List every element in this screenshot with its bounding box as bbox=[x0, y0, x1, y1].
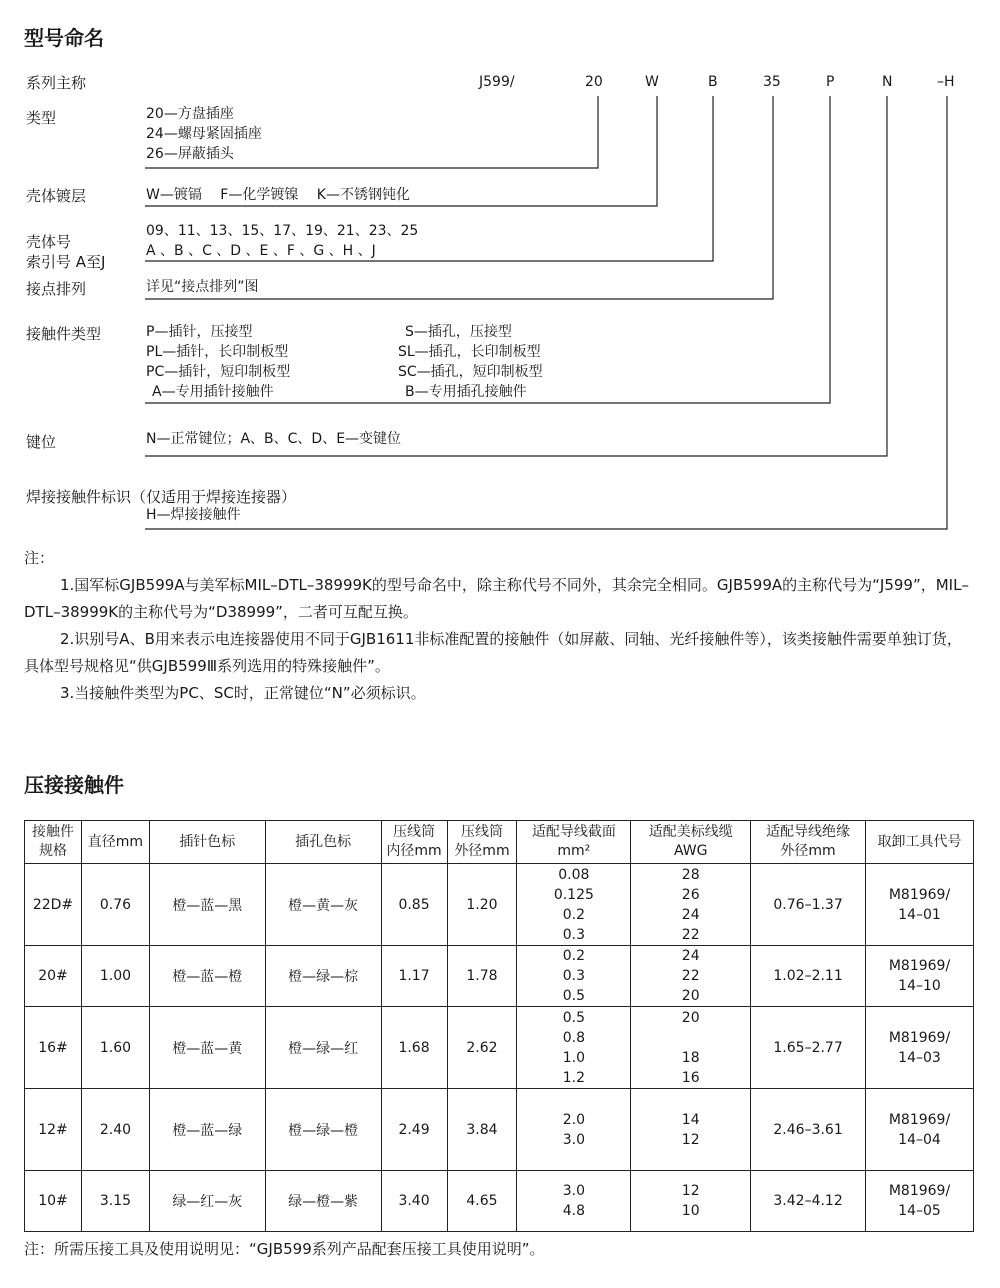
code-series: J599/ bbox=[479, 74, 515, 90]
cell-awg bbox=[631, 946, 751, 1007]
notes-block bbox=[24, 545, 976, 707]
cell-insulation: 3.42–4.12 bbox=[751, 1171, 866, 1232]
cell-insulation: 0.76–1.37 bbox=[751, 864, 866, 946]
cell-awg-line bbox=[631, 1028, 750, 1048]
key-label: 键位 bbox=[26, 433, 57, 451]
cell-awg bbox=[631, 1007, 751, 1089]
cell-wire-section-line: 0.2 bbox=[562, 948, 585, 964]
code-type: 20 bbox=[585, 74, 603, 90]
solder-label: 焊接接触件标识（仅适用于焊接连接器） bbox=[26, 488, 297, 506]
cell-tool bbox=[866, 864, 974, 946]
cell-diameter: 1.60 bbox=[81, 1007, 149, 1089]
col-header: 取卸工具代号 bbox=[866, 821, 974, 864]
cell-socket-color: 橙—绿—棕 bbox=[265, 946, 381, 1007]
contact-pin-line: PL—插针，长印制板型 bbox=[146, 344, 289, 360]
cell-outer-diameter: 1.78 bbox=[447, 946, 517, 1007]
table-header-row bbox=[25, 821, 974, 864]
cell-awg-line: 12 bbox=[681, 1183, 700, 1199]
cell-size: 10# bbox=[25, 1171, 82, 1232]
cell-insulation: 2.46–3.61 bbox=[751, 1089, 866, 1171]
contact-socket-line: S—插孔，压接型 bbox=[405, 324, 512, 340]
cell-wire-section bbox=[517, 946, 631, 1007]
cell-insulation: 1.02–2.11 bbox=[751, 946, 866, 1007]
cell-tool-line: 14–01 bbox=[898, 906, 941, 923]
table-row bbox=[25, 1007, 974, 1089]
cell-wire-section-line: 0.8 bbox=[562, 1029, 585, 1046]
cell-inner-diameter: 2.49 bbox=[381, 1089, 447, 1171]
cell-tool-line: M81969/ bbox=[888, 886, 951, 903]
cell-socket-color: 绿—橙—紫 bbox=[265, 1171, 381, 1232]
cell-wire-section-line: 0.08 bbox=[558, 866, 590, 883]
cell-diameter: 0.76 bbox=[81, 864, 149, 946]
shell-sizes: 09、11、13、15、17、19、21、23、25 bbox=[146, 223, 419, 239]
naming-connector-lines bbox=[0, 0, 1000, 540]
cell-wire-section-line: 3.0 bbox=[562, 1183, 585, 1199]
cell-awg bbox=[631, 864, 751, 946]
cell-awg-line: 18 bbox=[681, 1049, 700, 1066]
code-arrangement: 35 bbox=[763, 74, 781, 90]
cell-pin-color: 橙—蓝—黄 bbox=[149, 1007, 265, 1089]
cell-tool-line: 14–04 bbox=[898, 1131, 941, 1148]
cell-awg-line: 24 bbox=[681, 948, 700, 964]
cell-socket-color: 橙—绿—红 bbox=[265, 1007, 381, 1089]
cell-wire-section-line: 0.125 bbox=[553, 886, 594, 903]
note-item: 3.当接触件类型为PC、SC时，正常键位“N”必须标识。 bbox=[60, 684, 426, 702]
cell-outer-diameter: 3.84 bbox=[447, 1089, 517, 1171]
type-label: 类型 bbox=[26, 109, 57, 127]
cell-awg-line: 26 bbox=[681, 886, 700, 903]
note-item: 1.国军标GJB599A与美军标MIL–DTL–38999K的型号命名中，除主称代号不同外，其余完全相同。GJB599A的主称代号为“J599”，MIL–DTL–38999K的主称代号为“D38999”，二者可互配互换。 bbox=[24, 576, 969, 621]
col-header: 插针色标 bbox=[149, 821, 265, 864]
cell-awg-line: 28 bbox=[681, 866, 700, 883]
table-row bbox=[25, 1171, 974, 1232]
cell-wire-section-line: 1.2 bbox=[562, 1069, 585, 1086]
plating-text: W—镀镉 F—化学镀镍 K—不锈钢钝化 bbox=[146, 187, 410, 203]
type-line: 20—方盘插座 bbox=[146, 106, 234, 122]
cell-inner-diameter: 0.85 bbox=[381, 864, 447, 946]
solder-text: H—焊接接触件 bbox=[146, 507, 241, 523]
cell-outer-diameter: 2.62 bbox=[447, 1007, 517, 1089]
cell-outer-diameter: 4.65 bbox=[447, 1171, 517, 1232]
col-header: 适配导线绝缘 外径mm bbox=[751, 821, 866, 864]
cell-outer-diameter: 1.20 bbox=[447, 864, 517, 946]
contact-type-sockets bbox=[398, 322, 543, 402]
cell-tool bbox=[866, 1007, 974, 1089]
cell-inner-diameter: 3.40 bbox=[381, 1171, 447, 1232]
cell-tool-line: 14–05 bbox=[898, 1203, 941, 1219]
cell-wire-section bbox=[517, 1089, 631, 1171]
cell-tool bbox=[866, 946, 974, 1007]
cell-socket-color: 橙—黄—灰 bbox=[265, 864, 381, 946]
cell-awg-line: 22 bbox=[681, 926, 700, 943]
cell-wire-section-line: 0.3 bbox=[562, 968, 585, 984]
cell-awg-line: 16 bbox=[681, 1069, 700, 1086]
cell-wire-section bbox=[517, 1171, 631, 1232]
cell-tool bbox=[866, 1171, 974, 1232]
cell-socket-color: 橙—绿—橙 bbox=[265, 1089, 381, 1171]
contact-socket-line: B—专用插孔接触件 bbox=[405, 384, 527, 400]
contact-pin-line: PC—插针，短印制板型 bbox=[146, 364, 291, 380]
cell-wire-section-line: 0.3 bbox=[562, 926, 585, 943]
cell-wire-section-line: 2.0 bbox=[562, 1111, 585, 1128]
code-key: N bbox=[882, 74, 893, 90]
cell-awg-line: 12 bbox=[681, 1131, 700, 1148]
cell-awg bbox=[631, 1171, 751, 1232]
cell-tool-line: M81969/ bbox=[888, 958, 951, 974]
cell-awg-line: 22 bbox=[681, 968, 700, 984]
contact-type-pins bbox=[146, 322, 290, 402]
col-header: 插孔色标 bbox=[265, 821, 381, 864]
col-header: 直径mm bbox=[81, 821, 149, 864]
contact-pin-line: A—专用插针接触件 bbox=[152, 384, 274, 400]
cell-pin-color: 橙—蓝—绿 bbox=[149, 1089, 265, 1171]
cell-tool-line: M81969/ bbox=[888, 1183, 951, 1199]
table-row bbox=[25, 864, 974, 946]
cell-size: 20# bbox=[25, 946, 82, 1007]
arrangement-label: 接点排列 bbox=[26, 280, 87, 298]
type-lines bbox=[146, 104, 262, 164]
cell-size: 16# bbox=[25, 1007, 82, 1089]
cell-inner-diameter: 1.68 bbox=[381, 1007, 447, 1089]
cell-tool bbox=[866, 1089, 974, 1171]
shell-label: 壳体号 bbox=[26, 233, 72, 251]
cell-wire-section-line: 0.2 bbox=[562, 906, 585, 923]
naming-title: 型号命名 bbox=[24, 26, 104, 50]
col-header: 适配美标线缆 AWG bbox=[631, 821, 751, 864]
cell-diameter: 2.40 bbox=[81, 1089, 149, 1171]
col-header: 压线筒 外径mm bbox=[447, 821, 517, 864]
cell-wire-section bbox=[517, 1007, 631, 1089]
code-shell: B bbox=[708, 74, 718, 90]
cell-awg-line: 14 bbox=[681, 1111, 700, 1128]
cell-awg bbox=[631, 1089, 751, 1171]
cell-tool-line: M81969/ bbox=[888, 1111, 951, 1128]
type-line: 24—螺母紧固插座 bbox=[146, 126, 262, 142]
cell-pin-color: 橙—蓝—黑 bbox=[149, 864, 265, 946]
cell-wire-section-line: 3.0 bbox=[562, 1131, 585, 1148]
cell-wire-section-line: 1.0 bbox=[562, 1049, 585, 1066]
series-label: 系列主称 bbox=[26, 74, 87, 92]
cell-inner-diameter: 1.17 bbox=[381, 946, 447, 1007]
cell-awg-line: 24 bbox=[681, 906, 700, 923]
plating-label: 壳体镀层 bbox=[26, 187, 87, 205]
cell-wire-section-line: 0.5 bbox=[562, 1009, 585, 1026]
cell-size: 22D# bbox=[25, 864, 82, 946]
contact-pin-line: P—插针，压接型 bbox=[146, 324, 253, 340]
cell-size: 12# bbox=[25, 1089, 82, 1171]
note-item: 2.识别号A、B用来表示电连接器使用不同于GJB1611非标准配置的接触件（如屏蔽、同轴、光纤接触件等），该类接触件需要单独订货，具体型号规格见“供GJB599Ⅲ系列选用的特殊接触件”。 bbox=[24, 630, 962, 675]
contact-type-label: 接触件类型 bbox=[26, 325, 102, 343]
contact-socket-line: SC—插孔，短印制板型 bbox=[398, 364, 543, 380]
type-line: 26—屏蔽插头 bbox=[146, 146, 234, 162]
cell-tool-line: M81969/ bbox=[888, 1029, 951, 1046]
cell-wire-section bbox=[517, 864, 631, 946]
crimp-table bbox=[24, 820, 974, 1232]
crimp-footnote: 注：所需压接工具及使用说明见：“GJB599系列产品配套压接工具使用说明”。 bbox=[24, 1240, 545, 1258]
arrangement-text: 详见“接点排列”图 bbox=[146, 279, 259, 295]
cell-pin-color: 橙—蓝—橙 bbox=[149, 946, 265, 1007]
cell-awg-line: 20 bbox=[681, 1009, 700, 1026]
cell-diameter: 1.00 bbox=[81, 946, 149, 1007]
cell-wire-section-line: 0.5 bbox=[562, 988, 585, 1004]
cell-wire-section-line: 4.8 bbox=[562, 1203, 585, 1219]
cell-pin-color: 绿—红—灰 bbox=[149, 1171, 265, 1232]
contact-socket-line: SL—插孔，长印制板型 bbox=[398, 344, 541, 360]
crimp-title: 压接接触件 bbox=[24, 773, 124, 797]
code-plating: W bbox=[645, 74, 659, 90]
cell-awg-line: 20 bbox=[681, 988, 700, 1004]
cell-diameter: 3.15 bbox=[81, 1171, 149, 1232]
col-header: 压线筒 内径mm bbox=[381, 821, 447, 864]
cell-insulation: 1.65–2.77 bbox=[751, 1007, 866, 1089]
cell-tool-line: 14–10 bbox=[898, 978, 941, 994]
cell-tool-line: 14–03 bbox=[898, 1049, 941, 1066]
index-label: 索引号 A至J bbox=[26, 253, 106, 271]
index-letters: A 、B 、C 、D 、E 、F 、G 、H 、J bbox=[146, 243, 376, 259]
notes-heading: 注： bbox=[24, 549, 55, 567]
code-contact: P bbox=[826, 74, 835, 90]
table-row bbox=[25, 1089, 974, 1171]
code-solder: –H bbox=[937, 74, 955, 90]
cell-awg-line: 10 bbox=[681, 1203, 700, 1219]
col-header: 接触件 规格 bbox=[25, 821, 82, 864]
key-text: N—正常键位；A、B、C、D、E—变键位 bbox=[146, 431, 402, 447]
col-header: 适配导线截面 mm² bbox=[517, 821, 631, 864]
table-row bbox=[25, 946, 974, 1007]
